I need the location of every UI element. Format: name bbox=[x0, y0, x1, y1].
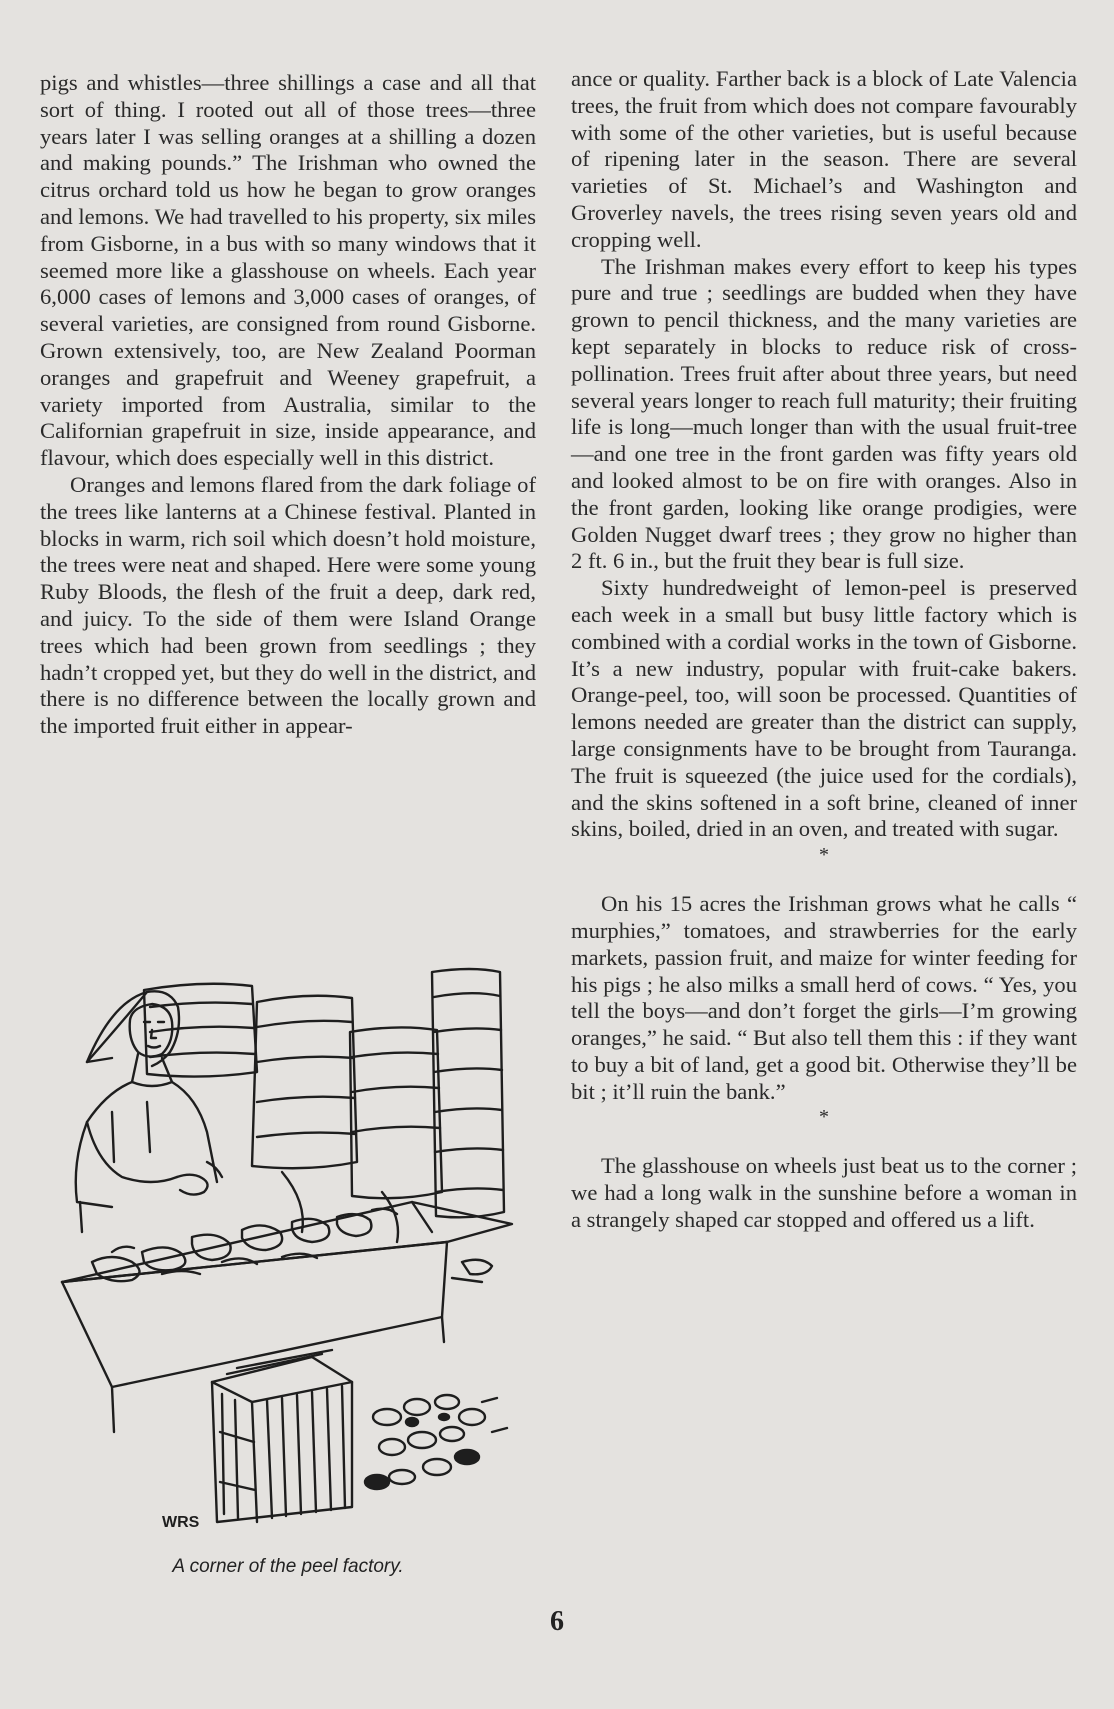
paragraph: On his 15 acres the Irishman grows what he calls “ murphies,” tomatoes, and strawberries for the early markets, passion fruit, and maize for winter feeding for his pigs ; he also milks a small herd of cows. “ Yes, you tell the boys—and don’t forget the girls—I’m growing oranges,” he said. “ But also tell them this : if they want to buy a bit of land, get a good bit. Otherwise they’ll be bit ; it’ll ruin the bank.” bbox=[571, 891, 1077, 1104]
left-column bbox=[40, 70, 536, 740]
artist-signature: WRS bbox=[162, 1514, 200, 1531]
paragraph: Oranges and lemons flared from the dark foliage of the trees like lanterns at a Chinese festival. Planted in blocks in warm, rich soil which doesn’t hold moisture, the trees were neat and shaped. Here were some young Ruby Bloods, the flesh of the fruit a deep, dark red, and juicy. To the side of them were Island Orange trees which had been grown from seedlings ; they hadn’t cropped yet, but they do well in the district, and there is no difference between the locally grown and the imported fruit either in appear- bbox=[40, 471, 536, 739]
wooden-crate bbox=[212, 1350, 352, 1522]
paragraph: ance or quality. Farther back is a block of Late Valencia trees, the fruit from which does not compare favourably with some of the other varieties, but is useful because of ripening later in the season. There are several varieties of St. Michael’s and Washington and Groverley navels, the trees rising seven years old and cropping well. bbox=[571, 66, 1077, 252]
peel-trough bbox=[62, 1202, 512, 1432]
section-separator: * bbox=[819, 844, 829, 867]
paragraph: The glasshouse on wheels just beat us to the corner ; we had a long walk in the sunshine before a woman in a strangely shaped car stopped and offered us a lift. bbox=[571, 1153, 1077, 1233]
paragraph: Sixty hundredweight of lemon-peel is preserved each week in a small but busy little factory which is combined with a cordial works in the town of Gisborne. It’s a new industry, popular with fruit-cake bakers. Orange-peel, too, will soon be processed. Quantities of lemons needed are greater than the district can supply, large consignments have to be brought from Tauranga. The fruit is squeezed (the juice used for the cordials), and the skins softened in a soft brine, cleaned of inner skins, boiled, dried in an oven, and treated with sugar. bbox=[571, 575, 1077, 842]
peels-on-floor bbox=[365, 1395, 507, 1489]
barrels bbox=[144, 969, 504, 1242]
illustration-caption: A corner of the peel factory. bbox=[172, 1556, 404, 1577]
section-separator: * bbox=[819, 1106, 829, 1129]
page-number: 6 bbox=[550, 1606, 564, 1637]
peel-factory-illustration bbox=[52, 962, 552, 1552]
paragraph: The Irishman makes every effort to keep his types pure and true ; seedlings are budded when they have grown to pencil thickness, and the many varieties are kept separately in blocks to reduce risk of cross-pollination. Trees fruit after about three years, but need several years longer to reach full maturity; their fruiting life is long—much longer than with the usual fruit-tree—and one tree in the front garden was fifty years old and looked almost to be on fire with oranges. Also in the front garden, looking like orange prodigies, were Golden Nugget dwarf trees ; they grow no higher than 2 ft. 6 in., but the fruit they bear is full size. bbox=[571, 253, 1077, 574]
paragraph: pigs and whistles—three shillings a case and all that sort of thing. I rooted out all of those trees—three years later I was selling oranges at a shilling a dozen and making pounds.” The Irishman who owned the citrus orchard told us how he began to grow oranges and lemons. We had travelled to his property, six miles from Gisborne, in a bus with so many windows that it seemed more like a glasshouse on wheels. Each year 6,000 cases of lemons and 3,000 cases of oranges, of several varieties, are consigned from round Gisborne. Grown extensively, too, are New Zealand Poorman oranges and grapefruit and Weeney grapefruit, a variety imported from Australia, similar to the Californian grapefruit in size, inside appearance, and flavour, which does especially well in this district. bbox=[40, 70, 536, 471]
right-column bbox=[571, 66, 1077, 1234]
